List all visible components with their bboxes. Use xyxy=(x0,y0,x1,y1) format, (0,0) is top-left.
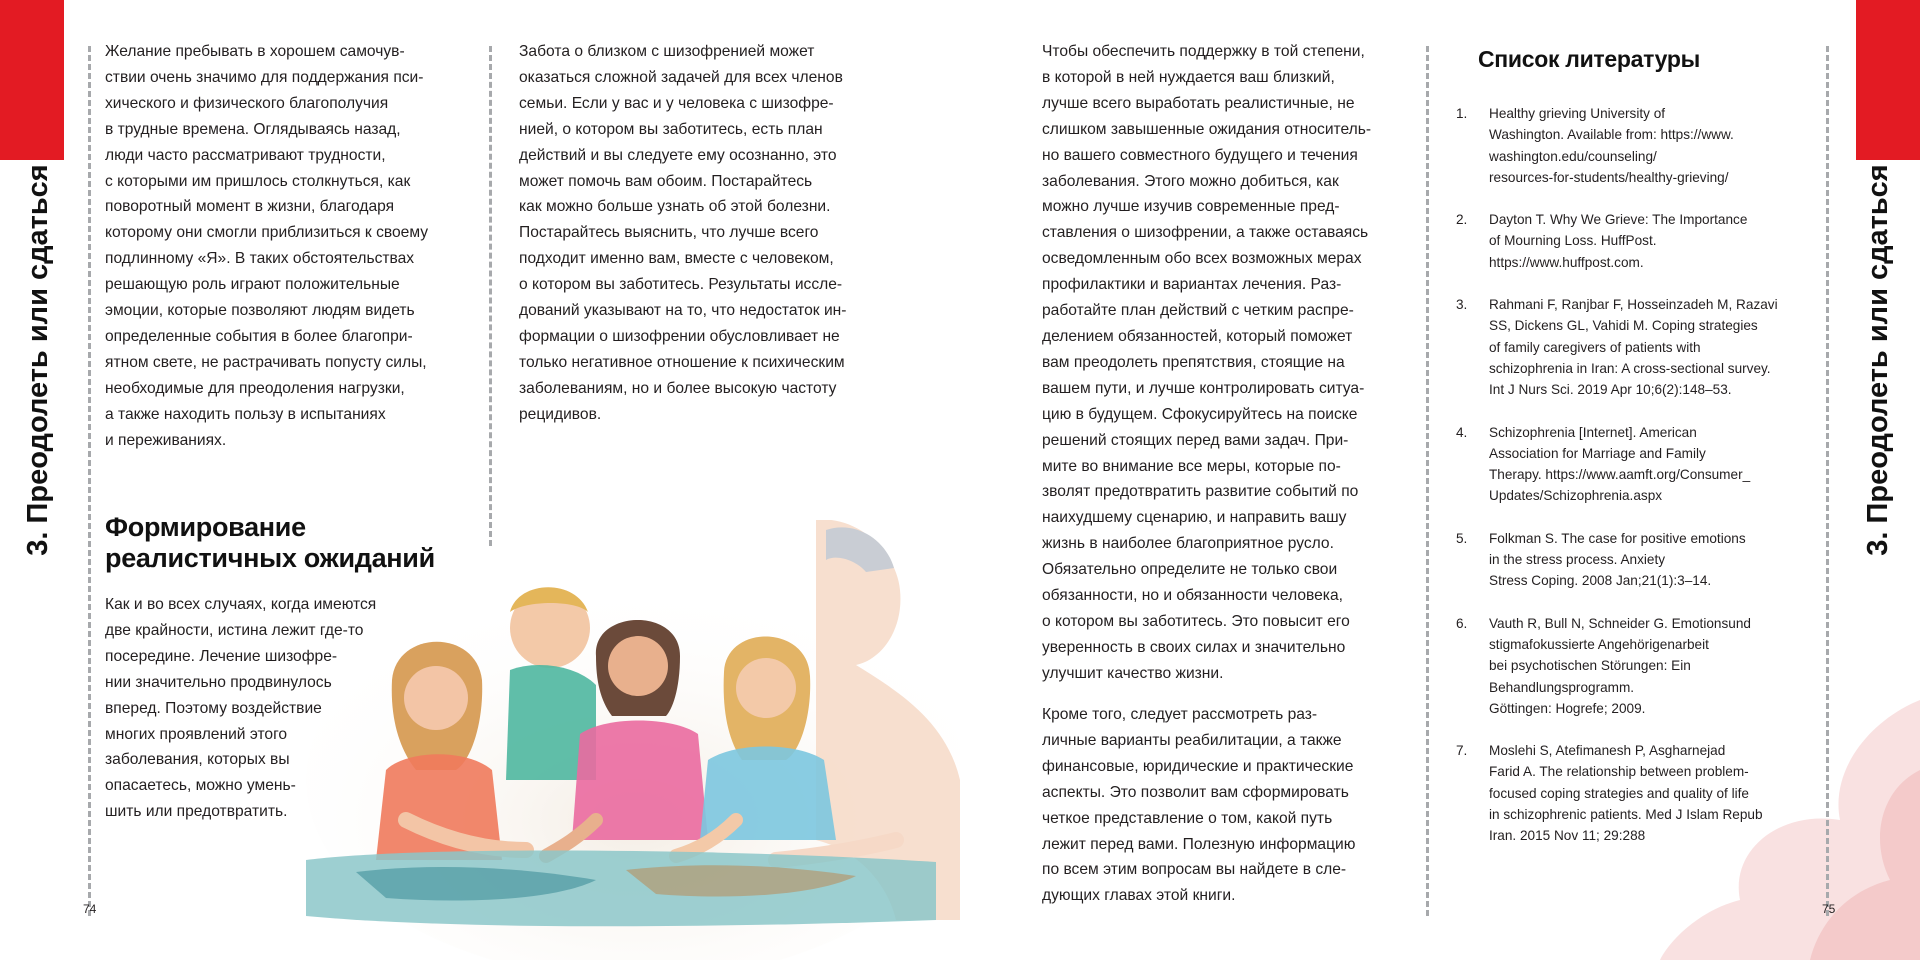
reference-number: 2. xyxy=(1456,212,1468,228)
reference-item xyxy=(1456,740,1816,846)
chapter-side-title: 3. Преодолеть или сдаться xyxy=(1862,164,1894,556)
column-divider xyxy=(1426,46,1429,916)
reference-number: 5. xyxy=(1456,530,1468,546)
reference-item xyxy=(1456,294,1816,400)
chapter-side-title: 3. Преодолеть или сдаться xyxy=(22,164,54,556)
column-divider xyxy=(489,46,492,546)
reference-text: Healthy grieving University of Washington. Available from: https://www. washington.edu/counseling/ resources-for-students/healthy-grieving/ xyxy=(1489,106,1734,185)
reference-text: Dayton T. Why We Grieve: The Importance of Mourning Loss. HuffPost. https://www.huffpost.com. xyxy=(1489,212,1748,270)
reference-text: Moslehi S, Atefimanesh P, Asgharnejad Farid A. The relationship between problem- focused coping strategies and quality of life in schizophrenic patients. Med J Islam Repub Iran. 2015 Nov 11; 29:288 xyxy=(1489,743,1763,844)
reference-number: 4. xyxy=(1456,424,1468,440)
family-illustration xyxy=(296,520,960,960)
column-divider xyxy=(88,46,91,916)
reference-item xyxy=(1456,528,1816,592)
page-number: 74 xyxy=(83,902,97,916)
reference-item xyxy=(1456,209,1816,273)
right-col1-paragraph-2: Кроме того, следует рассмотреть раз- личные варианты реабилитации, а также финансовые, юридические и практические аспекты. Это позволит вам сформировать четкое представление о том, какой путь лежит перед вами. Полезную информацию по всем этим вопросам вы найдете в сле- дующих главах этой книги. xyxy=(1042,706,1356,905)
reference-text: Vauth R, Bull N, Schneider G. Emotionsund stigmafokussierte Angehörigenarbeit bei psychotischen Störungen: Ein Behandlungsprogramm. Göttingen: Hogrefe; 2009. xyxy=(1489,615,1751,716)
reference-text: Folkman S. The case for positive emotions in the stress process. Anxiety Stress Coping. 2008 Jan;21(1):3–14. xyxy=(1489,530,1746,589)
right-page xyxy=(960,0,1920,960)
left-col1-paragraph: Желание пребывать в хорошем самочув- ствии очень значимо для поддержания пси- хического и физического благополучия в трудные времена. Оглядываясь назад, люди часто рассматривают трудности, с которыми им пришлось столкнуться, как поворотный момент в жизни, благодаря которому они смогли приблизиться к своему подлинному «Я». В таких обстоятельствах решающую роль играют положительные эмоции, которые позволяют людям видеть определенные события в более благопри- ятном свете, не растрачивать попусту силы, необходимые для преодоления нагрузки, а также находить пользу в испытаниях и переживаниях. xyxy=(105,43,429,449)
section-heading: Формирование реалистичных ожиданий xyxy=(105,512,435,573)
reference-item xyxy=(1456,103,1816,188)
reference-item xyxy=(1456,613,1816,719)
reference-number: 6. xyxy=(1456,615,1468,631)
right-col1-paragraph-1: Чтобы обеспечить поддержку в той степени, в которой в ней нуждается ваш близкий, лучше всего выработать реалистичные, не слишком завышенные ожидания относитель- но вашего совместного будущего и течения заболевания. Этого можно добиться, как можно лучше изучив современные пред- ставления о шизофрении, а также оставаясь осведомленным обо всех возможных мерах профилактики и вариантах лечения. Раз- работайте план действий с четким распре- делением обязанностей, который поможет вам преодолеть препятствия, стоящие на вашем пути, и лучше контролировать ситуа- цию в будущем. Сфокусируйтесь на поиске решений стоящих перед вами задач. При- мите во внимание все меры, которые по- зволят предотвратить развитие событий по наихудшему сценарию, и направить вашу жизнь в наиболее благоприятное русло. Обязательно определите не только свои обязанности, но и обязанности человека, о котором вы заботитесь. Это повысит его уверенность в своих силах и значительно улучшит качество жизни. xyxy=(1042,43,1372,682)
left-col2-paragraph: Забота о близком с шизофренией может оказаться сложной задачей для всех членов семьи. Если у вас и у человека с шизофре- нией, о котором вы заботитесь, есть план действий и вы следуете ему осознанно, это может помочь вам обоим. Постарайтесь как можно больше узнать об этой болезни. Постарайтесь выяснить, что лучше всего подходит именно вам, вместе с человеком, о котором вы заботитесь. Результаты иссле- дований указывают на то, что недостаток ин- формации о шизофрении обусловливает не только негативное отношение к психическим заболеваниям, но и более высокую частоту рецидивов. xyxy=(519,43,847,423)
page-number: 75 xyxy=(1822,902,1836,916)
reference-number: 7. xyxy=(1456,743,1468,759)
reference-number: 3. xyxy=(1456,297,1468,313)
reference-text: Rahmani F, Ranjbar F, Hosseinzadeh M, Razavi SS, Dickens GL, Vahidi M. Coping strategies of family caregivers of patients with schizophrenia in Iran: A cross-sectional survey. Int J Nurs Sci. 2019 Apr 10;6(2):148–53. xyxy=(1489,297,1778,398)
reference-item xyxy=(1456,422,1816,507)
reference-number: 1. xyxy=(1456,106,1468,121)
column-divider xyxy=(1826,46,1829,916)
references-list xyxy=(1456,103,1816,847)
references-heading: Список литературы xyxy=(1478,46,1700,72)
section-paragraph: Как и во всех случаях, когда имеются две крайности, истина лежит где-то посередине. Лечение шизофре- нии значительно продвинулось вперед. Поэтому воздействие многих проявлений этого заболевания, которых вы опасаетесь, можно умень- шить или предотвратить. xyxy=(105,596,377,821)
reference-text: Schizophrenia [Internet]. American Association for Marriage and Family Therapy. https://www.aamft.org/Consumer_ Updates/Schizophrenia.aspx xyxy=(1489,424,1751,504)
